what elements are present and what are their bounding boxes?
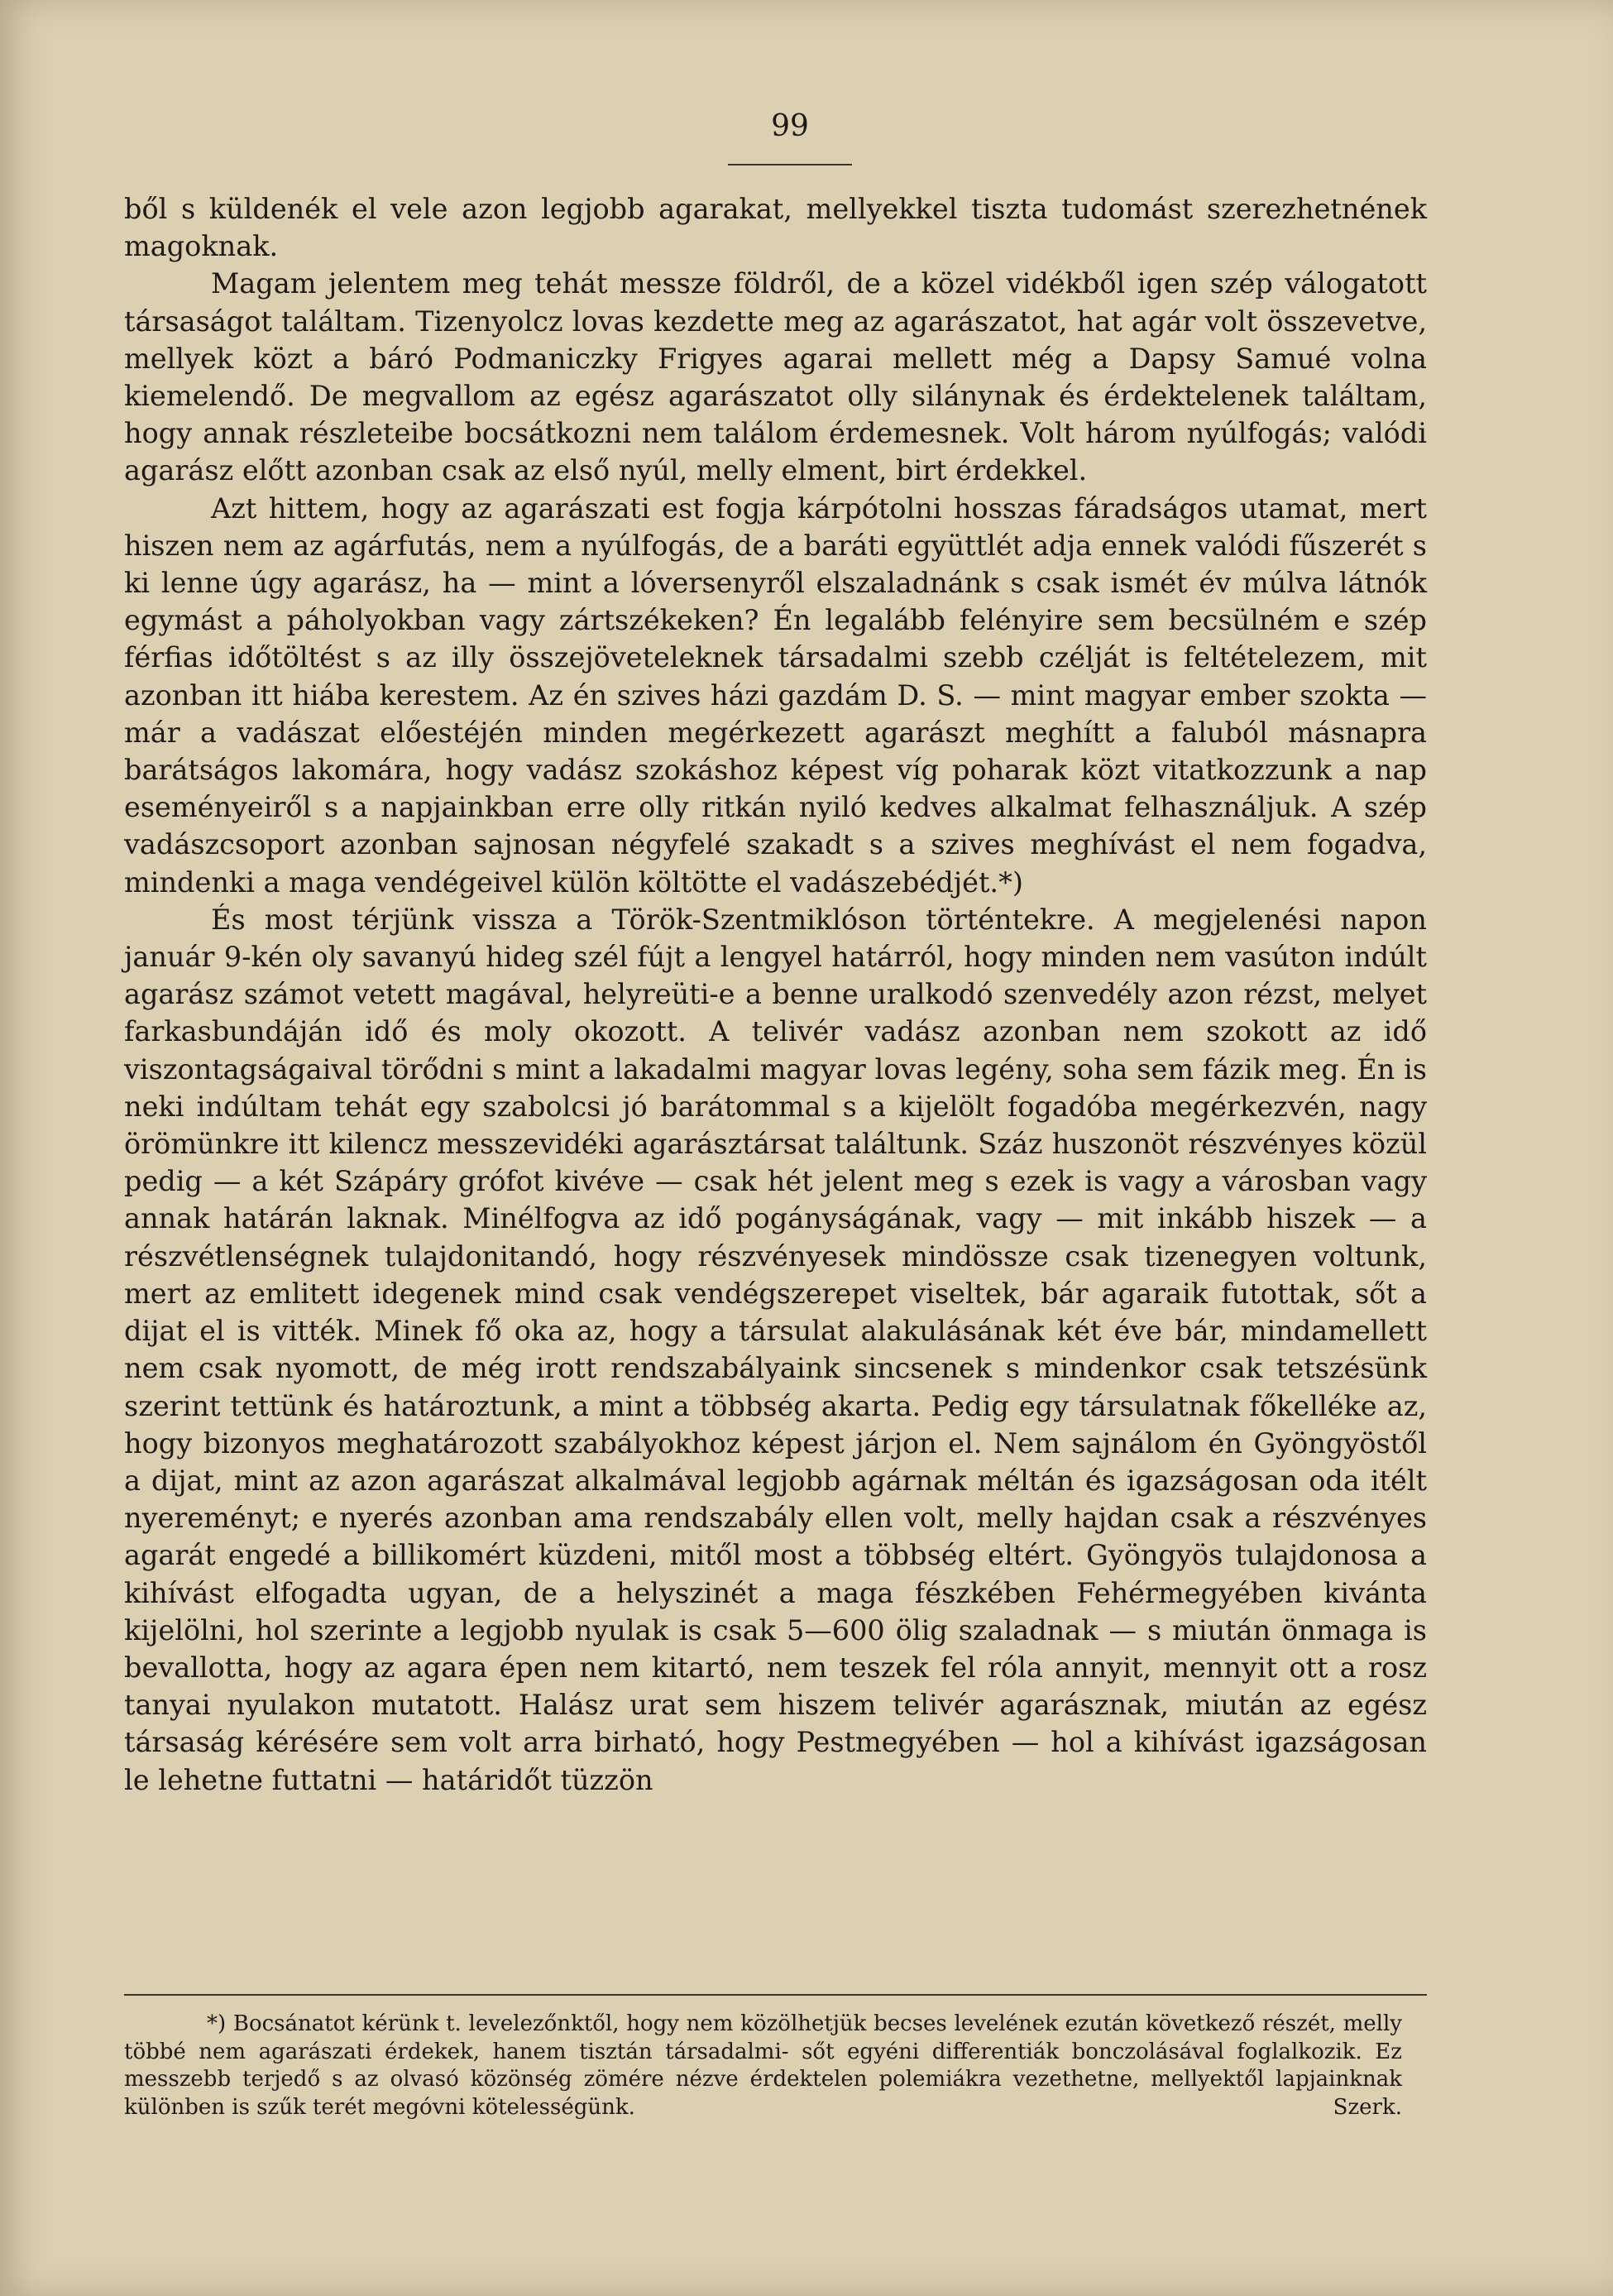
paragraph-4: És most térjünk vissza a Török-Szentmiklóson történtekre. A megjelenési napon január 9-kén oly savanyú hideg szél fújt a lengyel határról, hogy minden nem vasúton indúlt agarász számot vetett magával, helyreüti-e a benne uralkodó szenvedély azon rézst, melyet farkasbundáján idő és moly okozott. A telivér vadász azonban nem szokott az idő viszontagságaival törődni s mint a lakadalmi magyar lovas legény, soha sem fázik meg. Én is neki indúltam tehát egy szabolcsi jó barátommal s a kijelölt fogadóba megérkezvén, nagy örömünkre itt kilencz messzevidéki agarásztársat találtunk. Száz huszonöt részvényes közül pedig — a két Szápáry grófot kivéve — csak hét jelent meg s ezek is vagy a városban vagy annak határán laknak. Minélfogva az idő pogányságának, vagy — mit inkább hiszek — a részvétlenségnek tulajdonitandó, hogy részvényesek mindössze csak tizenegyen voltunk, mert az emlitett idegenek mind csak vendégszerepet viseltek, bár agaraik futottak, sőt a dijat el is vitték. Minek fő oka az, hogy a társulat alakulásának két éve bár, mindamellett nem csak nyomott, de még irott rendszabályaink sincsenek s mindenkor csak tetszésünk szerint tettünk és határoztunk, a mint a többség akarta. Pedig egy társulatnak főkelléke az, hogy bizonyos meghatározott szabályokhoz képest járjon el. Nem sajnálom én Gyöngyöstől a dijat, mint az azon agarászat alkalmával legjobb agárnak méltán és igazságosan oda itélt nyereményt; e nyerés azonban ama rendszabály ellen volt, melly hajdan csak a részvényes agarát engedé a billikomért küzdeni, mitől most a többség eltért. Gyöngyös tulajdonosa a kihívást elfogadta ugyan, de a helyszinét a maga fészkében Fehérmegyében kivánta kijelölni, hol szerinte a legjobb nyulak is csak 5—600 ölig szaladnak — s miután önmaga is bevallotta, hogy az agara épen nem kitartó, nem teszek fel róla annyit, mennyit ott a rosz tanyai nyulakon mutatott. Halász urat sem hiszem telivér agarásznak, miután az egész társaság kérésére sem volt arra birható, hogy Pestmegyében — hol a kihívást igazságosan le lehetne futtatni — határidőt tüzzön xyxy=(124,903,1427,1796)
paragraph-2: Magam jelentem meg tehát messze földről, de a közel vidékből igen szép válogatott társaságot találtam. Tizenyolcz lovas kezdette meg az agarászatot, hat agár volt összevetve, mellyek közt a báró Podmaniczky Frigyes agarai mellett még a Dapsy Samué volna kiemelendő. De megvallom az egész agarászatot olly silánynak és érdektelenek találtam, hogy annak részleteibe bocsátkozni nem találom érdemesnek. Volt három nyúlfogás; valódi agarász előtt azonban csak az első nyúl, melly elment, birt érdekkel. xyxy=(124,267,1427,487)
footnote-rule xyxy=(124,1994,1427,1996)
footnote-signature: Szerk. xyxy=(1333,2094,1402,2120)
footnote xyxy=(124,2011,1402,2121)
paragraph-1: ből s küldenék el vele azon legjobb agarakat, mellyekkel tiszta tudomást szerezhetnének magoknak. xyxy=(124,193,1427,263)
footnote-text: *) Bocsánatot kérünk t. levelezőnktől, hogy nem közölhetjük becses levelének ezután következő részét, melly többé nem agarászati érdekek, hanem tisztán társadalmi- sőt egyéni differentiák bonczolásával foglalkozik. Ez messzebb terjedő s az olvasó közönség zömére nézve érdektelen polemiákra vezethetne, mellyektől lapjainknak különben is szűk terét megóvni kötelességünk. xyxy=(124,2011,1402,2120)
page-number: 99 xyxy=(771,109,809,143)
body-text xyxy=(124,190,1427,1799)
header-rule xyxy=(728,164,852,165)
paragraph-3: Azt hittem, hogy az agarászati est fogja kárpótolni hosszas fáradságos utamat, mert hiszen nem az agárfutás, nem a nyúlfogás, de a baráti együttlét adja ennek valódi fűszerét s ki lenne úgy agarász, ha — mint a lóversenyről elszaladnánk s csak ismét év múlva látnók egymást a páholyokban vagy zártszékeken? Én legalább felényire sem becsülném e szép férfias időtöltést s az illy összejöveteleknek társadalmi szebb czélját is feltételezem, mit azonban itt hiába kerestem. Az én szives házi gazdám D. S. — mint magyar ember szokta — már a vadászat előestéjén minden megérkezett agarászt meghítt a faluból másnapra barátságos lakomára, hogy vadász szokáshoz képest víg poharak közt vitatkozzunk a nap eseményeiről s a napjainkban erre olly ritkán nyiló kedves alkalmat felhasználjuk. A szép vadászcsoport azonban sajnosan négyfelé szakadt s a szives meghívást el nem fogadva, mindenki a maga vendégeivel külön költötte el vadászebédjét.*) xyxy=(124,491,1427,899)
